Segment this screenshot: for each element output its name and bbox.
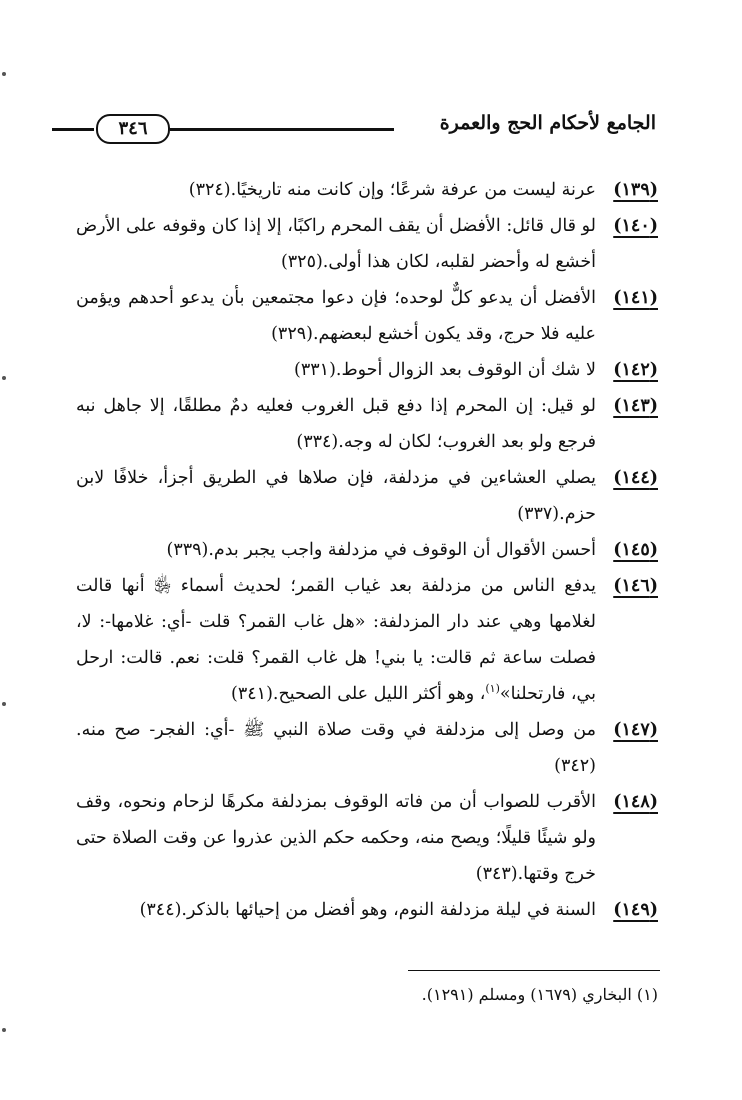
entry-number: (١٤٤) [613,468,658,488]
entry-reference: (٣٢٤) [188,180,231,200]
entry-text: الأفضل أن يدعو كلٌّ لوحده؛ فإن دعوا مجتمعين بأن يدعو أحدهم ويؤمن عليه فلا حرج، وقد يكون أخشع لبعضهم. [76,288,596,344]
entry-number: (١٤٩) [613,900,658,920]
entry-text: لو قيل: إن المحرم إذا دفع قبل الغروب فعليه دمٌ مطلقًا، إلا جاهل نبه فرجع ولو بعد الغروب؛ لكان له وجه. [76,396,596,452]
list-item [76,388,658,460]
entry-text: السنة في ليلة مزدلفة النوم، وهو أفضل من إحيائها بالذكر. [181,900,596,920]
entry-text: لو قال قائل: الأفضل أن يقف المحرم راكبًا، إلا إذا كان وقوفه على الأرض أخشع له وأحضر لقلبه، لكان هذا أولى. [76,216,596,272]
entry-number: (١٤٣) [613,396,658,416]
entry-reference: (٣٣٧) [517,504,560,524]
list-item [76,784,658,892]
page-number: ٣٤٦ [96,114,170,144]
running-header [52,108,656,144]
footnote-divider [408,970,660,971]
list-item [76,208,658,280]
list-item [76,460,658,532]
margin-dot [2,1028,6,1032]
entry-reference: (٣٣٤) [296,432,339,452]
margin-dot [2,376,6,380]
list-item [76,532,658,568]
entry-number: (١٤٦) [613,576,658,596]
footnotes [76,980,658,1010]
entry-reference: (٣٤٢) [554,756,596,776]
entry-reference: (٣٢٥) [280,252,323,272]
list-item [76,568,658,712]
entry-reference: (٣٤٣) [475,864,518,884]
margin-dot [2,702,6,706]
entry-number: (١٤٨) [613,792,658,812]
entry-reference: (٣٤٤) [139,900,182,920]
list-item [76,172,658,208]
entries-list [76,172,658,928]
entry-text: أحسن الأقوال أن الوقوف في مزدلفة واجب يجبر بدم. [208,540,596,560]
footnote-marker: (١) [485,682,500,696]
entry-text: لا شك أن الوقوف بعد الزوال أحوط. [335,360,596,380]
list-item [76,892,658,928]
entry-number: (١٤٥) [613,540,658,560]
entry-text: من وصل إلى مزدلفة في وقت صلاة النبي ﷺ -أي: الفجر- صح منه. [76,720,596,740]
entry-reference: (٣٣٩) [166,540,209,560]
header-rule-tail [52,128,94,131]
margin-dot [2,72,6,76]
entry-reference: (٣٢٩) [271,324,313,344]
header-rule [170,128,394,131]
entry-text: الأقرب للصواب أن من فاته الوقوف بمزدلفة مكرهًا لزحام ونحوه، وقف ولو شيئًا قليلًا؛ ويصح منه، وحكمه حكم الذين عذروا عن وقت الصلاة حتى خرج وقتها. [76,792,596,884]
footnote: (١) البخاري (١٦٧٩) ومسلم (١٢٩١). [421,985,658,1004]
book-title: الجامع لأحكام الحج والعمرة [439,112,656,134]
entry-text-continued: ، وهو أكثر الليل على الصحيح. [272,684,486,704]
entry-reference: (٣٣١) [294,360,336,380]
entry-reference: (٣٤١) [231,684,273,704]
list-item [76,280,658,352]
entry-number: (١٣٩) [613,180,658,200]
entry-number: (١٤١) [613,288,658,308]
entry-number: (١٤٠) [613,216,658,236]
list-item [76,712,658,784]
entry-number: (١٤٢) [613,360,658,380]
entry-number: (١٤٧) [613,720,658,740]
list-item [76,352,658,388]
entry-text: يدفع الناس من مزدلفة بعد غياب القمر؛ لحديث أسماء ﵂ أنها قالت لغلامها وهي عند دار المزدلفة: «هل غاب القمر؟ قلت -أي: غلامها-: لا، فصلت ساعة ثم قالت: يا بني! هل غاب القمر؟ قلت: نعم. قالت: ارحل بي، فارتحلنا» [76,576,596,704]
entry-text: عرنة ليست من عرفة شرعًا؛ وإن كانت منه تاريخيًا. [230,180,596,200]
entry-text: يصلي العشاءين في مزدلفة، فإن صلاها في الطريق أجزأ، خلافًا لابن حزم. [76,468,596,524]
